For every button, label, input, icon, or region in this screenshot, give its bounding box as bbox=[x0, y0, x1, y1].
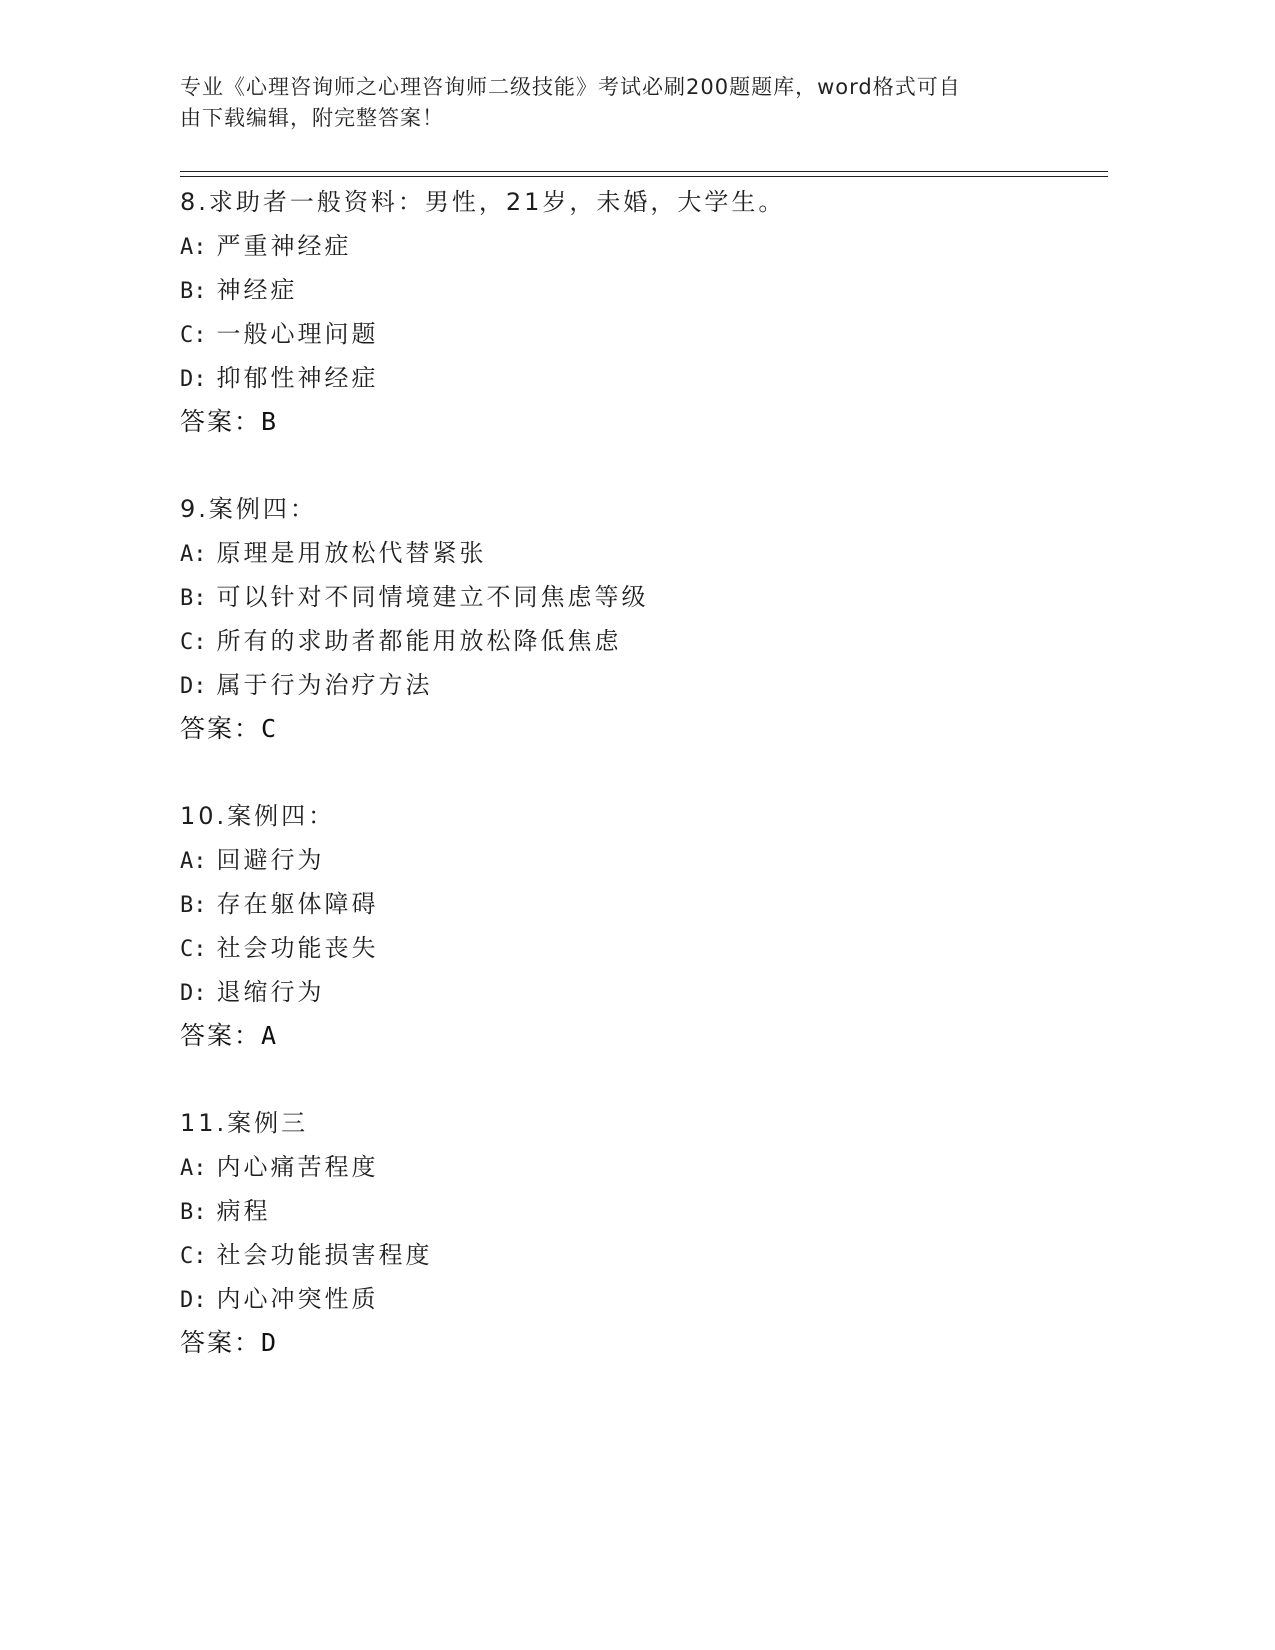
option-d bbox=[180, 356, 1100, 400]
option-letter: A: bbox=[180, 235, 207, 260]
option-d bbox=[180, 1277, 1100, 1321]
answer-label: 答案： bbox=[180, 714, 262, 743]
option-c bbox=[180, 619, 1100, 663]
option-a bbox=[180, 838, 1100, 882]
option-text: 原理是用放松代替紧张 bbox=[216, 539, 487, 567]
option-text: 内心痛苦程度 bbox=[216, 1153, 379, 1181]
question-stem: 9.案例四： bbox=[180, 495, 317, 523]
question-stem: 11.案例三 bbox=[180, 1109, 309, 1137]
intro-line-2: 由下载编辑，附完整答案！ bbox=[180, 106, 444, 130]
question-stem: 10.案例四： bbox=[180, 802, 336, 830]
option-letter: C: bbox=[180, 1244, 207, 1269]
option-letter: A: bbox=[180, 849, 207, 874]
option-letter: B: bbox=[180, 279, 207, 304]
option-letter: D: bbox=[180, 981, 207, 1006]
option-b bbox=[180, 268, 1100, 312]
option-a bbox=[180, 531, 1100, 575]
option-text: 所有的求助者都能用放松降低焦虑 bbox=[216, 627, 622, 655]
option-text: 存在躯体障碍 bbox=[216, 890, 379, 918]
option-text: 病程 bbox=[216, 1197, 271, 1225]
option-text: 严重神经症 bbox=[216, 232, 352, 260]
question-11 bbox=[180, 1101, 1100, 1365]
question-9 bbox=[180, 487, 1100, 751]
option-letter: B: bbox=[180, 586, 207, 611]
option-a bbox=[180, 224, 1100, 268]
option-letter: D: bbox=[180, 367, 207, 392]
option-d bbox=[180, 970, 1100, 1014]
answer-line bbox=[180, 707, 1100, 751]
option-letter: D: bbox=[180, 674, 207, 699]
answer-value: B bbox=[261, 407, 277, 436]
answer-value: D bbox=[261, 1328, 277, 1357]
answer-line bbox=[180, 1321, 1100, 1365]
option-text: 属于行为治疗方法 bbox=[216, 671, 433, 699]
question-list bbox=[180, 180, 1100, 1365]
answer-line bbox=[180, 400, 1100, 444]
answer-label: 答案： bbox=[180, 1021, 262, 1050]
option-c bbox=[180, 312, 1100, 356]
option-letter: D: bbox=[180, 1288, 207, 1313]
answer-value: A bbox=[261, 1021, 277, 1050]
option-letter: B: bbox=[180, 1200, 207, 1225]
option-c bbox=[180, 926, 1100, 970]
option-b bbox=[180, 575, 1100, 619]
option-text: 神经症 bbox=[216, 276, 298, 304]
option-a bbox=[180, 1145, 1100, 1189]
answer-line bbox=[180, 1014, 1100, 1058]
option-text: 抑郁性神经症 bbox=[216, 364, 379, 392]
double-rule-divider bbox=[180, 171, 1108, 177]
answer-label: 答案： bbox=[180, 407, 262, 436]
intro-line-1: 专业《心理咨询师之心理咨询师二级技能》考试必刷200题题库，word格式可自 bbox=[180, 75, 961, 99]
option-text: 内心冲突性质 bbox=[216, 1285, 379, 1313]
option-letter: C: bbox=[180, 937, 207, 962]
option-letter: A: bbox=[180, 1156, 207, 1181]
option-text: 退缩行为 bbox=[216, 978, 325, 1006]
option-d bbox=[180, 663, 1100, 707]
option-text: 社会功能丧失 bbox=[216, 934, 379, 962]
option-text: 社会功能损害程度 bbox=[216, 1241, 433, 1269]
question-stem: 8.求助者一般资料：男性，21岁，未婚，大学生。 bbox=[180, 188, 786, 216]
option-b bbox=[180, 882, 1100, 926]
option-letter: A: bbox=[180, 542, 207, 567]
option-text: 一般心理问题 bbox=[216, 320, 379, 348]
question-8 bbox=[180, 180, 1100, 444]
answer-value: C bbox=[261, 714, 277, 743]
option-text: 回避行为 bbox=[216, 846, 325, 874]
option-letter: C: bbox=[180, 323, 207, 348]
option-text: 可以针对不同情境建立不同焦虑等级 bbox=[216, 583, 649, 611]
option-c bbox=[180, 1233, 1100, 1277]
option-letter: B: bbox=[180, 893, 207, 918]
option-b bbox=[180, 1189, 1100, 1233]
option-letter: C: bbox=[180, 630, 207, 655]
answer-label: 答案： bbox=[180, 1328, 262, 1357]
document-intro bbox=[180, 72, 1040, 134]
question-10 bbox=[180, 794, 1100, 1058]
